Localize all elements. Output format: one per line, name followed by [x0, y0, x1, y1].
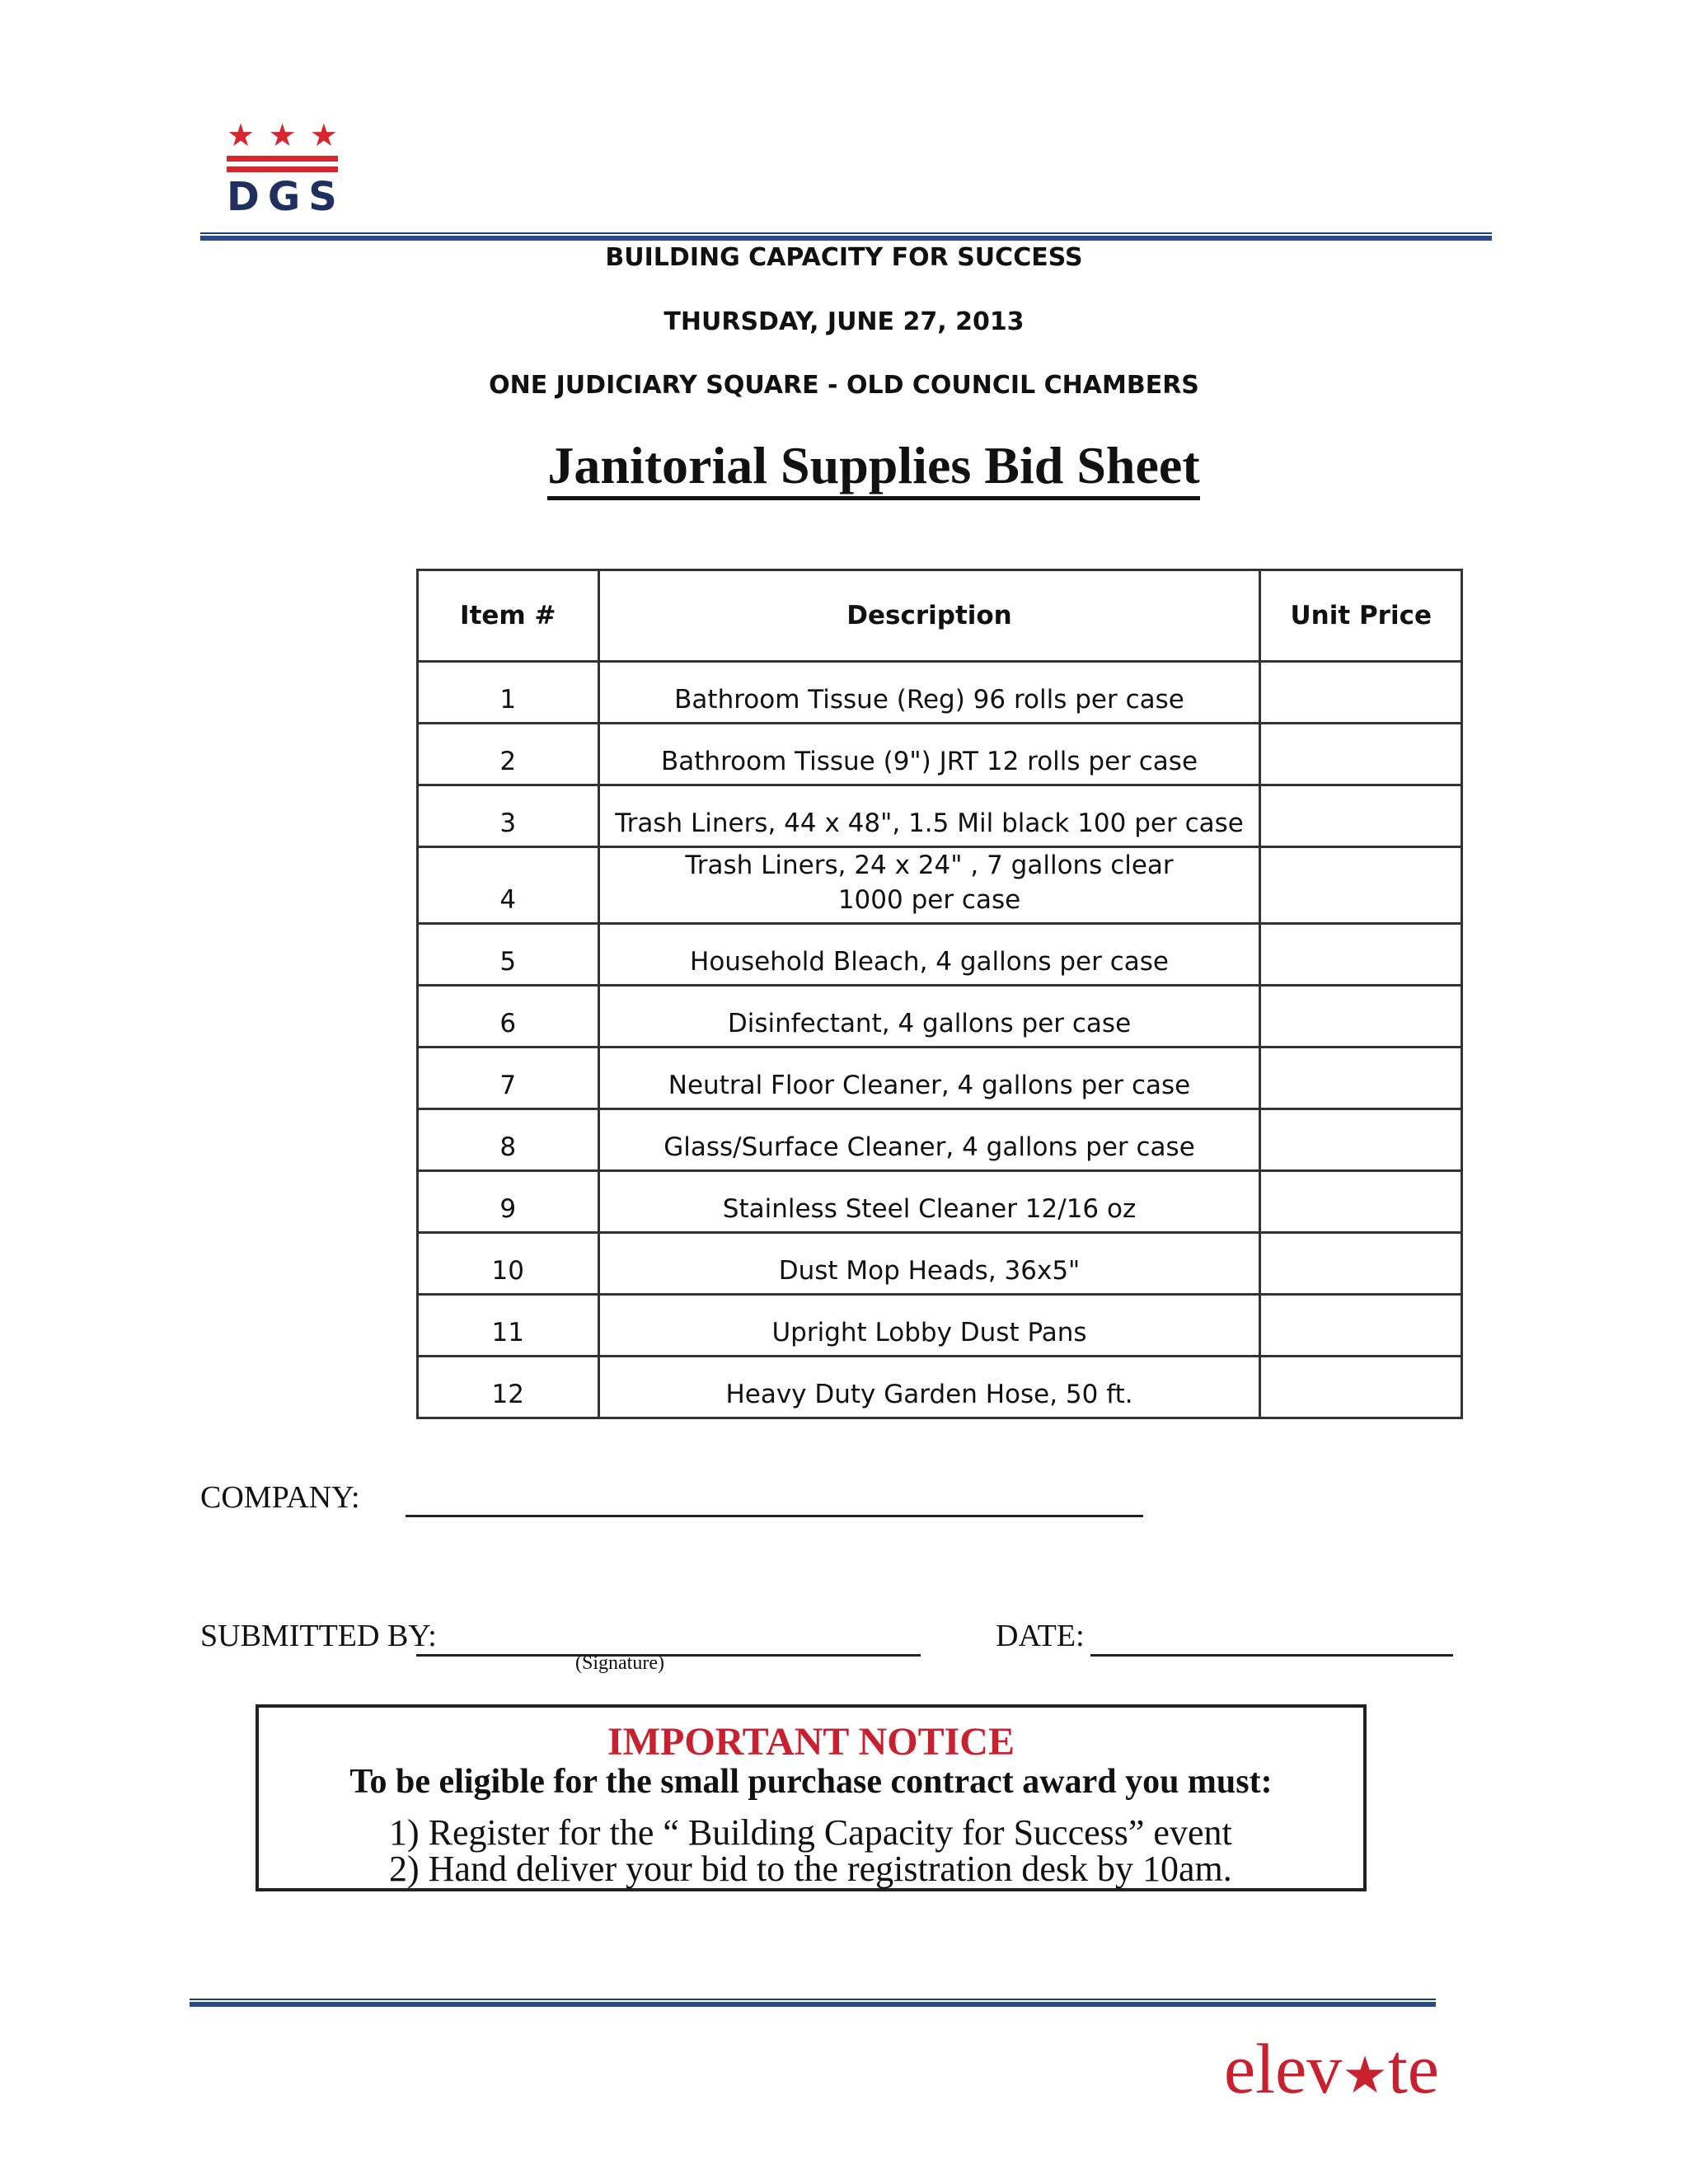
- item-number: 12: [418, 1357, 599, 1418]
- column-header-item: Item #: [418, 570, 599, 662]
- event-location: ONE JUDICIARY SQUARE - OLD COUNCIL CHAMBERS: [489, 371, 1199, 400]
- submitted-by-label: SUBMITTED BY:: [200, 1619, 437, 1653]
- item-number: 7: [418, 1047, 599, 1109]
- company-input-line[interactable]: [406, 1515, 1143, 1517]
- table-row: [418, 1047, 1462, 1109]
- unit-price-cell[interactable]: [1260, 986, 1462, 1047]
- logo-stars: [227, 117, 338, 153]
- company-label: COMPANY:: [200, 1480, 360, 1515]
- page-title-text: Janitorial Supplies Bid Sheet: [547, 436, 1199, 500]
- item-description: Trash Liners, 24 x 24" , 7 gallons clear 1000 per case: [598, 847, 1260, 924]
- item-number: 8: [418, 1109, 599, 1171]
- item-description: Bathroom Tissue (Reg) 96 rolls per case: [598, 662, 1260, 724]
- unit-price-cell[interactable]: [1260, 662, 1462, 724]
- unit-price-cell[interactable]: [1260, 1295, 1462, 1357]
- item-number: 4: [418, 847, 599, 924]
- signature-caption: (Signature): [575, 1652, 664, 1674]
- elevate-logo-text-start: elev: [1224, 2029, 1343, 2108]
- top-divider: [200, 232, 1492, 241]
- star-icon: ★: [1342, 2045, 1388, 2105]
- unit-price-cell[interactable]: [1260, 924, 1462, 986]
- item-description: Upright Lobby Dust Pans: [598, 1295, 1260, 1357]
- item-number: 3: [418, 785, 599, 847]
- item-description: Dust Mop Heads, 36x5": [598, 1233, 1260, 1295]
- item-description: Neutral Floor Cleaner, 4 gallons per case: [598, 1047, 1260, 1109]
- table-row: [418, 1109, 1462, 1171]
- item-description: Bathroom Tissue (9") JRT 12 rolls per case: [598, 724, 1260, 785]
- elevate-logo: [1224, 2027, 1439, 2110]
- signature-input-line[interactable]: [416, 1654, 921, 1657]
- item-number: 1: [418, 662, 599, 724]
- event-date: THURSDAY, JUNE 27, 2013: [663, 307, 1025, 336]
- unit-price-cell[interactable]: [1260, 724, 1462, 785]
- item-number: 2: [418, 724, 599, 785]
- item-number: 10: [418, 1233, 599, 1295]
- unit-price-cell[interactable]: [1260, 1171, 1462, 1233]
- item-description: Glass/Surface Cleaner, 4 gallons per case: [598, 1109, 1260, 1171]
- item-description: Household Bleach, 4 gallons per case: [598, 924, 1260, 986]
- logo-text: DGS: [227, 174, 345, 220]
- star-icon: ★: [227, 117, 256, 153]
- item-description: Trash Liners, 44 x 48", 1.5 Mil black 100 per case: [598, 785, 1260, 847]
- notice-title: IMPORTANT NOTICE: [607, 1720, 1015, 1764]
- notice-item: 2) Hand deliver your bid to the registration desk by 10am.: [389, 1849, 1232, 1889]
- bottom-divider: [190, 1999, 1436, 2007]
- item-description: Stainless Steel Cleaner 12/16 oz: [598, 1171, 1260, 1233]
- item-number: 6: [418, 986, 599, 1047]
- event-title: BUILDING CAPACITY FOR SUCCESS: [605, 243, 1083, 272]
- table-row: [418, 785, 1462, 847]
- table-row: [418, 1295, 1462, 1357]
- notice-lead: To be eligible for the small purchase contract award you must:: [349, 1763, 1273, 1801]
- page-title: [0, 435, 1688, 496]
- star-icon: ★: [309, 117, 338, 153]
- table-row: [418, 986, 1462, 1047]
- unit-price-cell[interactable]: [1260, 1357, 1462, 1418]
- star-icon: ★: [268, 117, 297, 153]
- table-row: [418, 924, 1462, 986]
- unit-price-cell[interactable]: [1260, 1109, 1462, 1171]
- unit-price-cell[interactable]: [1260, 785, 1462, 847]
- unit-price-cell[interactable]: [1260, 1233, 1462, 1295]
- item-number: 9: [418, 1171, 599, 1233]
- unit-price-cell[interactable]: [1260, 1047, 1462, 1109]
- bid-table: [416, 569, 1463, 1419]
- logo-bars: [227, 156, 338, 172]
- table-header-row: [418, 570, 1462, 662]
- table-row: [418, 1171, 1462, 1233]
- date-label: DATE:: [996, 1619, 1085, 1653]
- elevate-logo-text-end: te: [1387, 2029, 1439, 2108]
- item-number: 11: [418, 1295, 599, 1357]
- item-number: 5: [418, 924, 599, 986]
- table-row: [418, 847, 1462, 924]
- unit-price-cell[interactable]: [1260, 847, 1462, 924]
- table-row: [418, 724, 1462, 785]
- item-description: Disinfectant, 4 gallons per case: [598, 986, 1260, 1047]
- column-header-description: Description: [598, 570, 1260, 662]
- item-description: Heavy Duty Garden Hose, 50 ft.: [598, 1357, 1260, 1418]
- important-notice-box: [256, 1704, 1367, 1891]
- date-input-line[interactable]: [1090, 1654, 1453, 1657]
- notice-item: 1) Register for the “ Building Capacity for Success” event: [389, 1812, 1232, 1853]
- table-row: [418, 1233, 1462, 1295]
- dgs-logo: [227, 117, 345, 220]
- table-row: [418, 662, 1462, 724]
- column-header-unit-price: Unit Price: [1260, 570, 1462, 662]
- table-row: [418, 1357, 1462, 1418]
